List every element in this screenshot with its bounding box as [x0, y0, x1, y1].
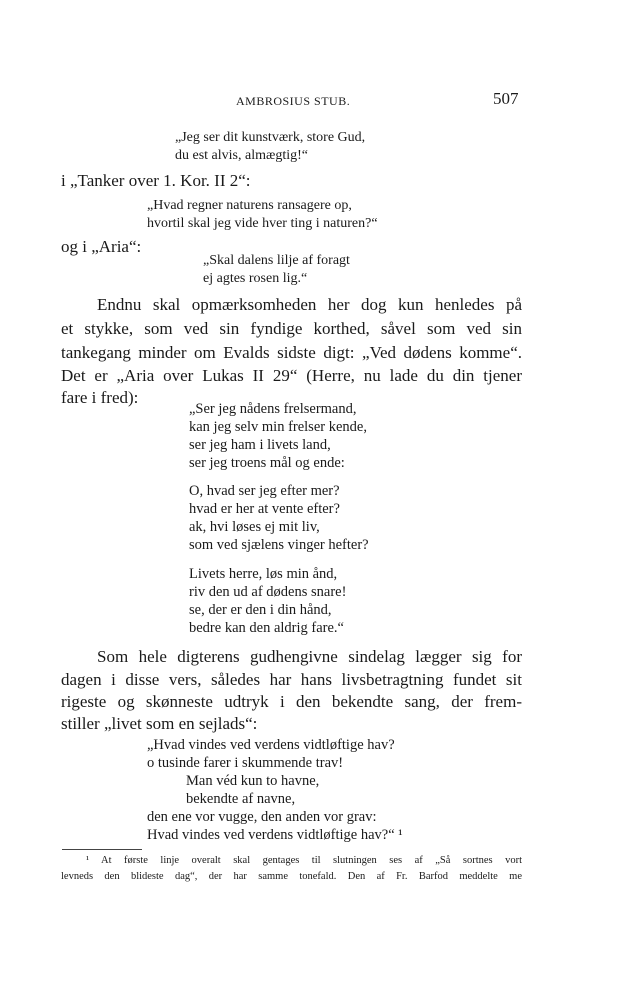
body-line: stiller „livet som en sejlads“: — [61, 714, 258, 733]
verse-line: bekendte af navne, — [186, 791, 296, 807]
verse-line: som ved sjælens vinger hefter? — [189, 537, 369, 553]
body-line: Det er „Aria over Lukas II 29“ (Herre, nu lade du din tjener — [61, 366, 522, 385]
verse-line: ser jeg troens mål og ende: — [189, 455, 345, 471]
footnote-line: levneds den blideste dag“, der har samme tonefald. Den af Fr. Barfod meddelte me — [61, 871, 522, 882]
verse-line: Man véd kun to havne, — [186, 773, 320, 789]
page-number: 507 — [493, 89, 519, 108]
verse-line: hvad er her at vente efter? — [189, 501, 340, 517]
body-line: tankegang minder om Evalds sidste digt: „Ved dødens komme“. — [61, 343, 522, 362]
body-line: i „Tanker over 1. Kor. II 2“: — [61, 171, 251, 190]
verse-line: kan jeg selv min frelser kende, — [189, 419, 367, 435]
verse-line: du est alvis, almægtig!“ — [175, 148, 308, 163]
verse-line: ak, hvi løses ej mit liv, — [189, 519, 320, 535]
verse-line: O, hvad ser jeg efter mer? — [189, 483, 340, 499]
verse-line: den ene vor vugge, den anden vor grav: — [147, 809, 377, 825]
body-line: dagen i disse vers, således har hans livsbetragtning fundet sit — [61, 670, 522, 689]
verse-line: se, der er den i din hånd, — [189, 602, 332, 618]
verse-line: „Jeg ser dit kunstværk, store Gud, — [175, 130, 366, 145]
body-line: et stykke, som ved sin fyndige korthed, såvel som ved sin — [61, 319, 522, 338]
verse-line: Livets herre, løs min ånd, — [189, 566, 338, 582]
body-line: Endnu skal opmærksomheden her dog kun henledes på — [97, 295, 522, 314]
verse-line: o tusinde farer i skummende trav! — [147, 755, 344, 771]
verse-line: „Ser jeg nådens frelsermand, — [189, 401, 357, 417]
verse-line: riv den ud af dødens snare! — [189, 584, 347, 600]
verse-line: Hvad vindes ved verdens vidtløftige hav?“ ¹ — [147, 827, 403, 843]
footnote-rule — [62, 849, 142, 850]
body-line: rigeste og skønneste udtryk i den bekendte sang, der frem- — [61, 692, 522, 711]
body-line: og i „Aria“: — [61, 237, 142, 256]
verse-line: hvortil skal jeg vide hver ting i naturen?“ — [147, 216, 378, 231]
verse-line: „Skal dalens lilje af foragt — [203, 253, 350, 268]
footnote-line: ¹ At første linje overalt skal gentages til slutningen ses af „Så sortnes vort — [86, 855, 522, 866]
running-title: AMBROSIUS STUB. — [236, 94, 351, 108]
verse-line: „Hvad vindes ved verdens vidtløftige hav? — [147, 737, 395, 753]
verse-line: „Hvad regner naturens ransagere op, — [147, 198, 352, 213]
verse-line: ser jeg ham i livets land, — [189, 437, 331, 453]
body-line: Som hele digterens gudhengivne sindelag lægger sig for — [97, 647, 522, 666]
verse-line: ej agtes rosen lig.“ — [203, 271, 308, 286]
body-line: fare i fred): — [61, 388, 139, 407]
verse-line: bedre kan den aldrig fare.“ — [189, 620, 344, 636]
